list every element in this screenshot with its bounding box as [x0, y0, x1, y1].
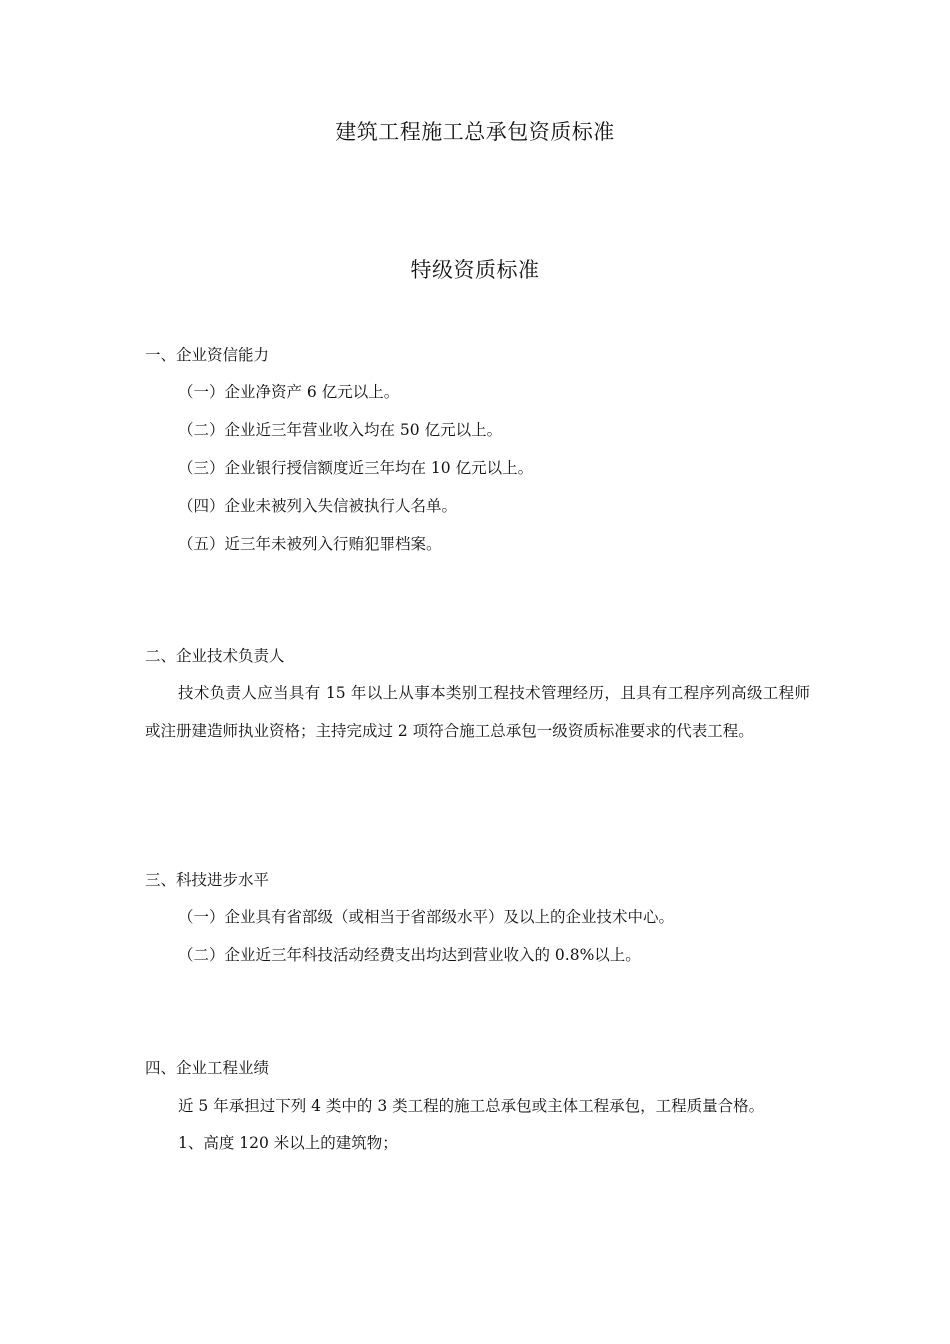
section-heading-tech-lead: 二、企业技术负责人 [145, 647, 285, 665]
list-item: 近 5 年承担过下列 4 类中的 3 类工程的施工总承包或主体工程承包，工程质量合格。 [178, 1097, 765, 1115]
list-item: （三）企业银行授信额度近三年均在 10 亿元以上。 [178, 459, 534, 477]
section-heading-tech-progress: 三、科技进步水平 [145, 871, 270, 889]
document-title: 建筑工程施工总承包资质标准 [335, 120, 615, 144]
list-item: （四）企业未被列入失信被执行人名单。 [178, 497, 458, 515]
tech-lead-paragraph: 技术负责人应当具有 15 年以上从事本类别工程技术管理经历，且具有工程序列高级工程师或注册建造师执业资格；主持完成过 2 项符合施工总承包一级资质标准要求的代表工程。 [145, 684, 810, 740]
list-item: （二）企业近三年营业收入均在 50 亿元以上。 [178, 421, 503, 439]
list-item: （一）企业净资产 6 亿元以上。 [178, 383, 400, 401]
list-item: （五）近三年未被列入行贿犯罪档案。 [178, 535, 442, 553]
list-item: （二）企业近三年科技活动经费支出均达到营业收入的 0.8%以上。 [178, 946, 641, 964]
section-heading-performance: 四、企业工程业绩 [145, 1059, 270, 1077]
section-title: 特级资质标准 [410, 258, 540, 282]
list-item: 1、高度 120 米以上的建筑物； [178, 1134, 398, 1152]
section-heading-credit: 一、企业资信能力 [145, 346, 270, 364]
list-item: （一）企业具有省部级（或相当于省部级水平）及以上的企业技术中心。 [178, 908, 675, 926]
